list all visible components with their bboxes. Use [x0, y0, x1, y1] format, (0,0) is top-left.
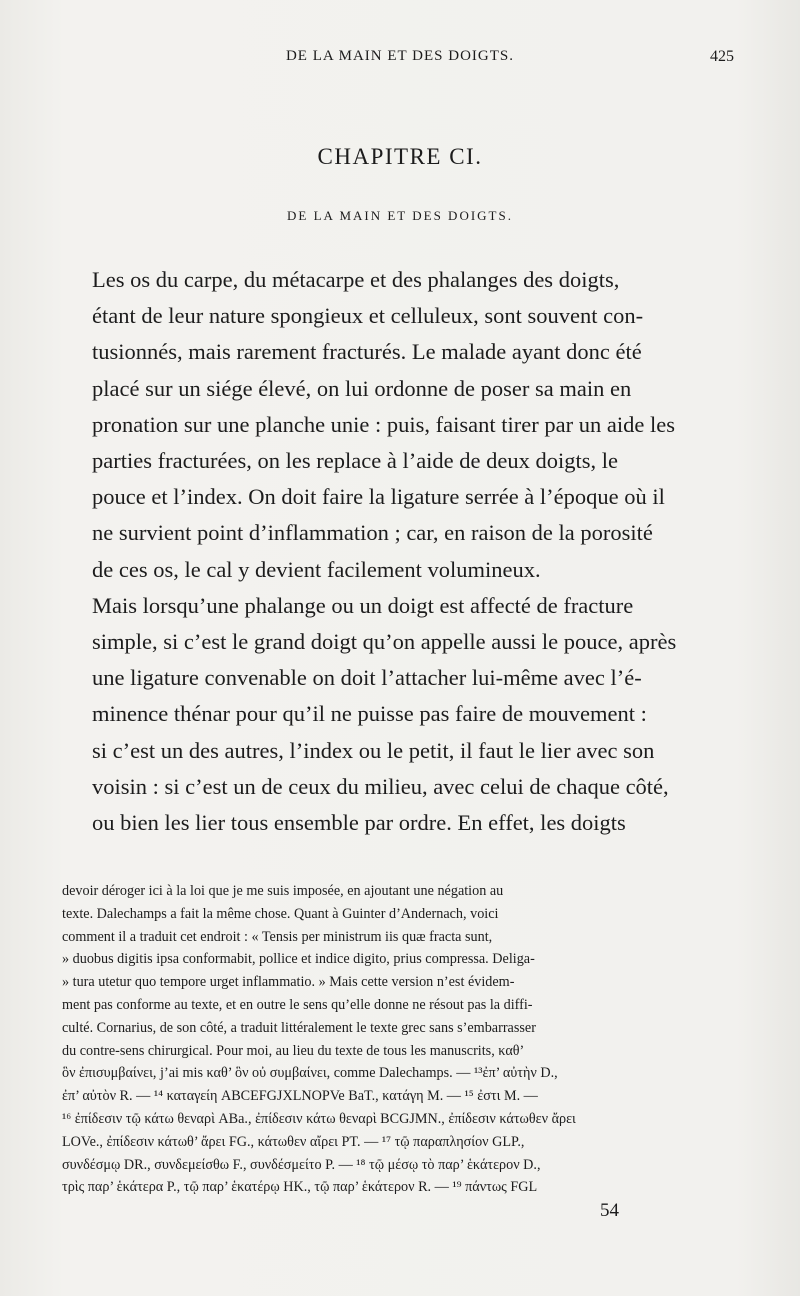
- body-line: si c’est un des autres, l’index ou le petit, il faut le lier avec son: [92, 737, 655, 763]
- footnote-line: » duobus digitis ipsa conformabit, pollice et indice digito, prius compressa. Deliga-: [62, 951, 535, 968]
- footnote-line: ¹⁶ ἐπίδεσιν τῷ κάτω θεναρὶ ABa., ἐπίδεσιν κάτω θεναρὶ BCGJMN., ἐπίδεσιν κάτωθεν ἄρει: [62, 1110, 576, 1127]
- footnote-line: ment pas conforme au texte, et en outre le sens qu’elle donne ne résout pas la diffi-: [62, 996, 533, 1013]
- footnote-line: texte. Dalechamps a fait la même chose. Quant à Guinter d’Andernach, voici: [62, 905, 499, 922]
- body-line: minence thénar pour qu’il ne puisse pas faire de mouvement :: [92, 701, 647, 727]
- chapter-subtitle: DE LA MAIN ET DES DOIGTS.: [287, 208, 513, 223]
- body-line: une ligature convenable on doit l’attacher lui-même avec l’é-: [92, 665, 642, 691]
- body-line: Les os du carpe, du métacarpe et des phalanges des doigts,: [92, 267, 620, 292]
- body-line: ou bien les lier tous ensemble par ordre. En effet, les doigts: [92, 810, 626, 836]
- body-line: étant de leur nature spongieux et celluleux, sont souvent con-: [92, 303, 644, 329]
- body-line: pronation sur une planche unie : puis, faisant tirer par un aide les: [92, 411, 675, 437]
- body-line: tusionnés, mais rarement fracturés. Le malade ayant donc été: [92, 339, 642, 365]
- body-line: placé sur un siége élevé, on lui ordonne de poser sa main en: [92, 375, 632, 401]
- footnote-line: συνδέσμῳ DR., συνδεμείσθω F., συνδέσμείτο P. — ¹⁸ τῷ μέσῳ τὸ παρ’ ἑκάτερον D.,: [62, 1156, 541, 1173]
- page-number: 425: [710, 48, 734, 65]
- footnote-line: comment il a traduit cet endroit : « Tensis per ministrum iis quæ fracta sunt,: [62, 928, 493, 945]
- body-line: pouce et l’index. On doit faire la ligature serrée à l’époque où il: [92, 484, 665, 510]
- body-line: voisin : si c’est un de ceux du milieu, avec celui de chaque côté,: [92, 773, 669, 799]
- footnote-line: » tura utetur quo tempore urget inflammatio. » Mais cette version n’est évidem-: [62, 974, 515, 991]
- running-head: [0, 48, 800, 72]
- body-line: parties fracturées, on les replace à l’aide de deux doigts, le: [92, 448, 619, 474]
- signature-mark: 54: [600, 1200, 619, 1221]
- running-title: DE LA MAIN ET DES DOIGTS.: [285, 48, 515, 64]
- body-line: ne survient point d’inflammation ; car, en raison de la porosité: [92, 520, 653, 546]
- footnotes: [62, 880, 724, 1199]
- footnote-line: devoir déroger ici à la loi que je me suis imposée, en ajoutant une négation au: [62, 883, 504, 899]
- footnote-line: culté. Cornarius, de son côté, a traduit littéralement le texte grec sans s’embarrasser: [62, 1019, 536, 1036]
- footnote-line: ἐπ’ αὐτὸν R. — ¹⁴ καταγείη ABCEFGJXLNOPVe BaT., κατάγη M. — ¹⁵ ἐστι M. —: [62, 1088, 538, 1105]
- footnote-line: du contre-sens chirurgical. Pour moi, au lieu du texte de tous les manuscrits, καθ’: [62, 1042, 525, 1059]
- main-text: [92, 262, 722, 841]
- chapter-title: CHAPITRE CI.: [317, 144, 483, 169]
- footnote-line: ὃν ἐπισυμβαίνει, j’ai mis καθ’ ὃν οὐ συμβαίνει, comme Dalechamps. — ¹³ἐπ’ αὐτὴν D.,: [62, 1065, 558, 1082]
- body-line: simple, si c’est le grand doigt qu’on appelle aussi le pouce, après: [92, 629, 677, 655]
- footnote-line: LOVe., ἐπίδεσιν κάτωθ’ ἄρει FG., κάτωθεν αἴρει PT. — ¹⁷ τῷ παραπλησίον GLP.,: [62, 1133, 525, 1150]
- body-line: Mais lorsqu’une phalange ou un doigt est affecté de fracture: [92, 592, 634, 618]
- footnote-line: τρὶς παρ’ ἑκάτερα P., τῷ παρ’ ἑκατέρῳ HK., τῷ παρ’ ἑκάτερον R. — ¹⁹ πάντως FGL: [62, 1179, 538, 1196]
- body-line: de ces os, le cal y devient facilement volumineux.: [92, 556, 541, 582]
